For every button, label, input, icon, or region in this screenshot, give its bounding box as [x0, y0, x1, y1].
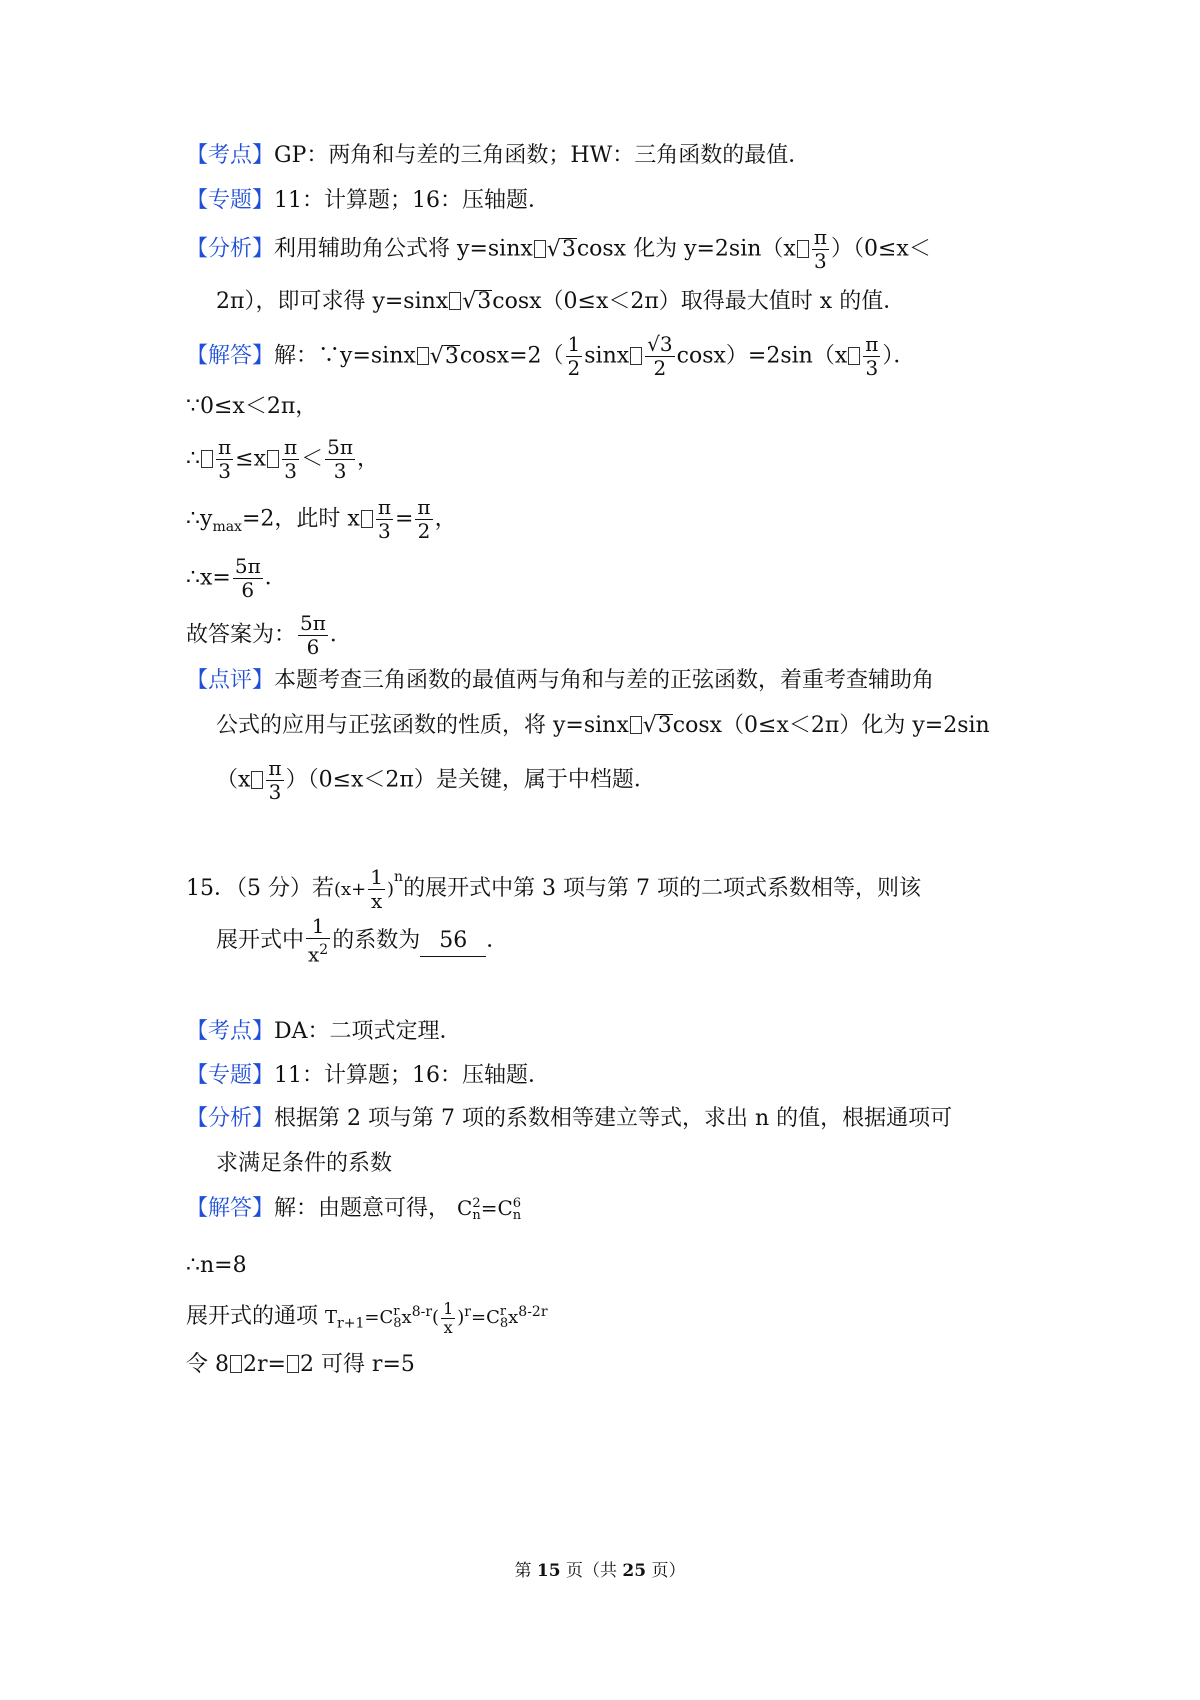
- jieda-text: cosx）=2sin（x: [676, 343, 848, 369]
- zhuanti-line: [186, 186, 550, 216]
- jieda-text: cosx=2（: [459, 343, 564, 369]
- general-term-formula: $T_{r+1}=C$ r 8 $x^{8-r}$( $\frac{1}{x}$ )$^r$=C r 8 $x^{8-2r}$: [325, 1298, 548, 1337]
- fraction-pi-over-3: $\frac{\pi}{3}$: [813, 225, 827, 273]
- general-term-line: 展开式的通项 $T_{r+1}=C$ r 8 $x^{8-r}$( $\frac{1}{x}$ )$^r$=C r 8 $x^{8-2r}$: [186, 1298, 548, 1337]
- missing-glyph-box: [230, 1355, 242, 1373]
- fraction-1-over-2: $\frac{1}{2}$: [567, 332, 581, 380]
- kaodian-line: [186, 141, 810, 171]
- missing-glyph-box: [630, 716, 642, 734]
- missing-glyph-box: [848, 347, 860, 365]
- fraction-pi-over-3: $\frac{\pi}{3}$: [268, 756, 282, 804]
- jieda-text: ）．: [882, 343, 916, 369]
- binomial-c-n-2-eq-c-n-6: C 2 n =C 6 n: [457, 1195, 522, 1223]
- fraction-pi-over-3: $\frac{\pi}{3}$: [284, 435, 298, 483]
- missing-glyph-box: [417, 347, 429, 365]
- missing-glyph-box: [361, 510, 373, 528]
- missing-glyph-box: [534, 240, 546, 258]
- fraction-pi-over-3: $\frac{\pi}{3}$: [377, 495, 391, 543]
- fraction-sqrt3-over-2: $\frac{√3}{2}$: [647, 332, 673, 380]
- jieda-text: 解：∵y=sinx: [274, 343, 416, 369]
- kaodian-tag: 【考点】: [186, 1019, 275, 1044]
- total-pages: 25: [622, 1561, 647, 1581]
- fenxi-line-1: [186, 226, 931, 273]
- zhuanti-line-2: 【专题】11：计算题；16：压轴题．: [186, 1063, 551, 1088]
- kaodian-line-2: 【考点】DA：二项式定理．: [186, 1019, 462, 1044]
- answer-line: 故答案为： $\frac{5\pi}{6}$ ．: [186, 611, 352, 659]
- kaodian-tag: 【考点】: [186, 143, 275, 168]
- fraction-1-over-x: $\frac{1}{x}$: [370, 864, 383, 913]
- fenxi-line-2: [216, 287, 905, 317]
- fraction-pi-over-3: $\frac{\pi}{3}$: [865, 332, 879, 380]
- missing-glyph-box: [287, 1355, 299, 1373]
- let-line: 令 8 2r= 2 可得 r=5: [186, 1352, 415, 1377]
- missing-glyph-box: [449, 292, 461, 310]
- missing-glyph-box: [630, 347, 642, 365]
- jieda-tag: 【解答】: [186, 1196, 275, 1221]
- jieda-text: sinx: [584, 343, 630, 369]
- missing-glyph-box: [251, 771, 263, 789]
- step-4: ∴x= $\frac{5\pi}{6}$ ．: [186, 554, 287, 602]
- fraction-5pi-over-3: $\frac{5\pi}{3}$: [327, 435, 354, 483]
- fenxi-tag: 【分析】: [186, 1106, 275, 1131]
- dianping-line-1: [186, 666, 934, 696]
- sqrt-3: √3: [462, 289, 492, 314]
- fenxi-tag: 【分析】: [186, 236, 275, 262]
- missing-glyph-box: [267, 450, 279, 468]
- zhuanti-text: 11：计算题；16：压轴题．: [274, 188, 551, 213]
- fraction-5pi-over-6: $\frac{5\pi}{6}$: [300, 611, 326, 659]
- question-15-line-1: 15．（5 分）若(x+ $\frac{1}{x}$ )$^n$的展开式中第 3 项与第 7 项的二项式系数相等，则该: [186, 864, 922, 913]
- page-footer: 第 15 页（共 25 页）: [514, 1561, 686, 1581]
- fenxi-text: 利用辅助角公式将 y=sinx: [274, 236, 533, 262]
- dianping-tag: 【点评】: [186, 668, 275, 693]
- step-3: $\therefore y_{max}=2$，此时 x $\frac{\pi}{3}$ = $\frac{\pi}{2}$ ，: [186, 495, 457, 543]
- dianping-line-3: （x $\frac{\pi}{3}$ ）（0≤x＜2π）是关键，属于中档题．: [216, 756, 656, 804]
- sqrt-3: √3: [642, 713, 672, 738]
- current-page: 15: [536, 1561, 561, 1581]
- zhuanti-tag: 【专题】: [186, 188, 275, 213]
- dianping-line-2: 公式的应用与正弦函数的性质，将 y=sinx √3cosx（0≤x＜2π）化为 y=2sin: [216, 711, 990, 741]
- fenxi-text: cosx 化为 y=2sin（x: [576, 236, 796, 262]
- question-15-line-2: 展开式中 $\frac{1}{x^2}$ 的系数为 56 ．: [216, 914, 509, 967]
- fraction-1-over-x-squared: $\frac{1}{x^2}$: [308, 914, 329, 967]
- jieda-tag: 【解答】: [186, 343, 275, 369]
- kaodian-text: GP：两角和与差的三角函数；HW：三角函数的最值．: [274, 143, 811, 168]
- missing-glyph-box: [797, 240, 809, 258]
- n-equals-8: ∴n=8: [186, 1253, 247, 1278]
- step-1: ∵0≤x＜2π，: [186, 394, 318, 419]
- sqrt-3: √3: [429, 343, 459, 369]
- dianping-text: 本题考查三角函数的最值两与角和与差的正弦函数，着重考查辅助角: [274, 668, 935, 693]
- fenxi-line-2-1: 【分析】根据第 2 项与第 7 项的系数相等建立等式，求出 n 的值，根据通项可: [186, 1106, 953, 1131]
- fenxi-text: cosx（0≤x＜2π）取得最大值时 x 的值．: [492, 289, 906, 314]
- zhuanti-tag: 【专题】: [186, 1063, 275, 1088]
- fenxi-text: ）（0≤x＜: [830, 236, 931, 262]
- fraction-pi-over-3: $\frac{\pi}{3}$: [218, 435, 232, 483]
- fenxi-text: 2π），即可求得 y=sinx: [216, 289, 449, 314]
- fraction-pi-over-2: $\frac{\pi}{2}$: [417, 495, 431, 543]
- jieda-line: [186, 333, 915, 380]
- jieda-line-2: 【解答】解：由题意可得， C 2 n =C 6 n: [186, 1195, 522, 1223]
- fraction-5pi-over-6: $\frac{5\pi}{6}$: [234, 554, 261, 602]
- sqrt-3: √3: [546, 236, 576, 262]
- step-2: ∴ $\frac{\pi}{3}$ ≤x $\frac{\pi}{3}$ ＜ $\frac{5\pi}{3}$ ，: [186, 435, 380, 483]
- fenxi-line-2-2: 求满足条件的系数: [216, 1151, 393, 1176]
- answer-blank: 56: [420, 926, 486, 957]
- missing-glyph-box: [201, 450, 213, 468]
